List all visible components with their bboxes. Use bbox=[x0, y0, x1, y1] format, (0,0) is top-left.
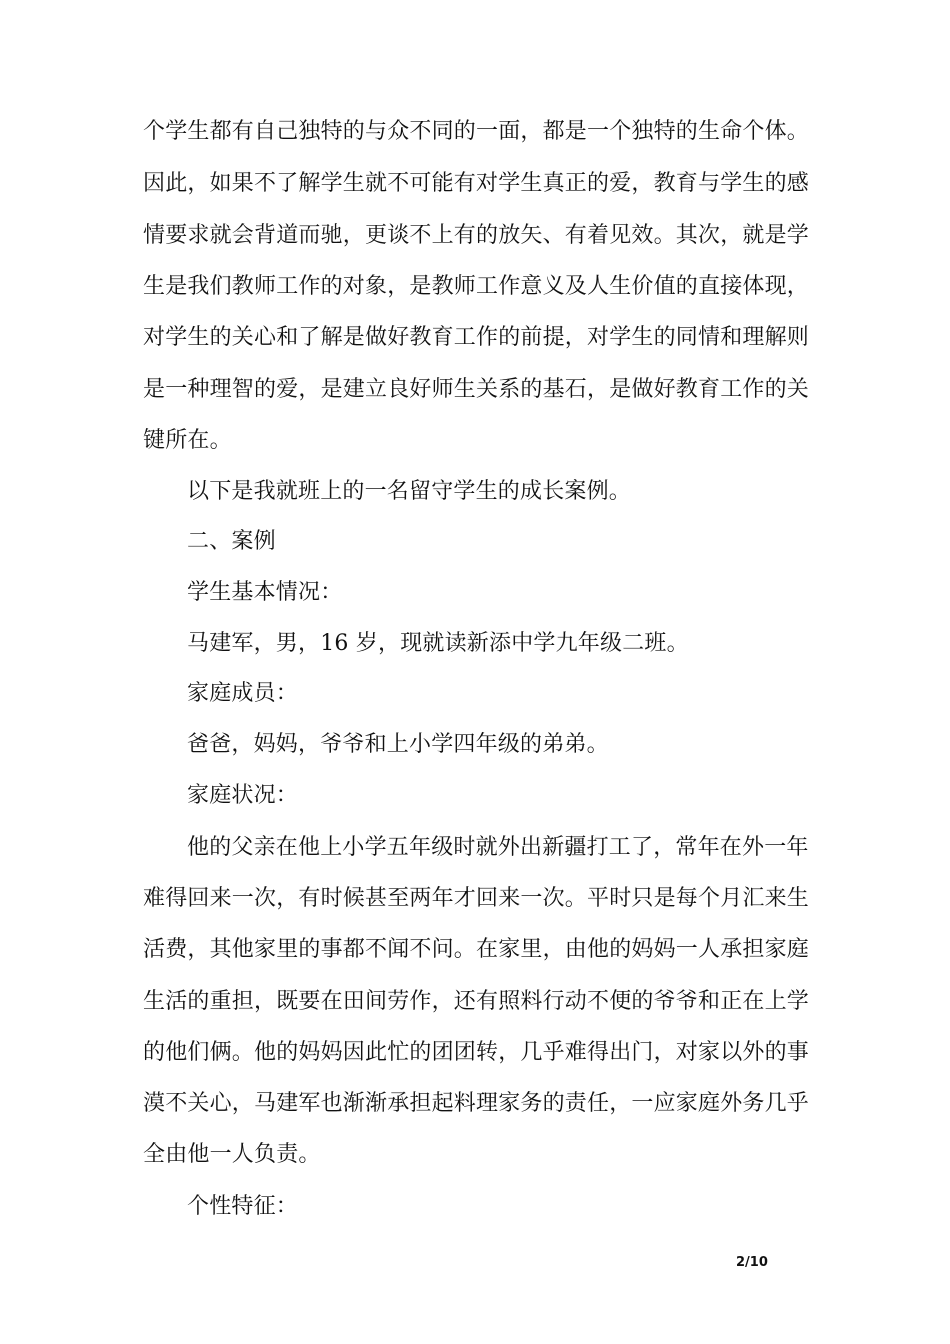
paragraph-2-line-6: 漠不关心，马建军也渐渐承担起料理家务的责任，一应家庭外务几乎 bbox=[143, 1091, 810, 1116]
paragraph-2-line-3: 活费，其他家里的事都不闻不问。在家里，由他的妈妈一人承担家庭 bbox=[143, 937, 810, 962]
paragraph-1-line-2: 因此，如果不了解学生就不可能有对学生真正的爱，教育与学生的感 bbox=[143, 171, 810, 196]
page-number: 2/10 bbox=[736, 1255, 768, 1270]
basic-info-text: 马建军，男，16 岁，现就读新添中学九年级二班。 bbox=[187, 631, 689, 656]
paragraph-1-line-5: 对学生的关心和了解是做好教育工作的前提，对学生的同情和理解则 bbox=[143, 325, 810, 350]
paragraph-1-line-3: 情要求就会背道而驰，更谈不上有的放矢、有着见效。其次，就是学 bbox=[143, 223, 810, 248]
paragraph-1-line-4: 生是我们教师工作的对象，是教师工作意义及人生价值的直接体现， bbox=[143, 274, 810, 299]
family-status-label: 家庭状况： bbox=[187, 783, 299, 808]
paragraph-1-line-6: 是一种理智的爱，是建立良好师生关系的基石，是做好教育工作的关 bbox=[143, 377, 810, 402]
family-members-text: 爸爸，妈妈，爷爷和上小学四年级的弟弟。 bbox=[187, 732, 609, 757]
paragraph-2-line-2: 难得回来一次，有时候甚至两年才回来一次。平时只是每个月汇来生 bbox=[143, 886, 810, 911]
section-heading: 二、案例 bbox=[187, 529, 276, 554]
paragraph-2-line-7: 全由他一人负责。 bbox=[143, 1142, 321, 1167]
intro-text: 以下是我就班上的一名留守学生的成长案例。 bbox=[187, 479, 632, 504]
family-members-label: 家庭成员： bbox=[187, 681, 299, 706]
paragraph-2-line-5: 的他们俩。他的妈妈因此忙的团团转，几乎难得出门，对家以外的事 bbox=[143, 1040, 810, 1065]
paragraph-2-line-4: 生活的重担，既要在田间劳作，还有照料行动不便的爷爷和正在上学 bbox=[143, 989, 810, 1014]
personality-label: 个性特征： bbox=[187, 1194, 299, 1219]
paragraph-1-line-1: 个学生都有自己独特的与众不同的一面，都是一个独特的生命个体。 bbox=[143, 119, 810, 144]
paragraph-1-line-7: 键所在。 bbox=[143, 428, 232, 453]
basic-info-label: 学生基本情况： bbox=[187, 580, 343, 605]
paragraph-2-line-1: 他的父亲在他上小学五年级时就外出新疆打工了，常年在外一年 bbox=[187, 835, 809, 860]
